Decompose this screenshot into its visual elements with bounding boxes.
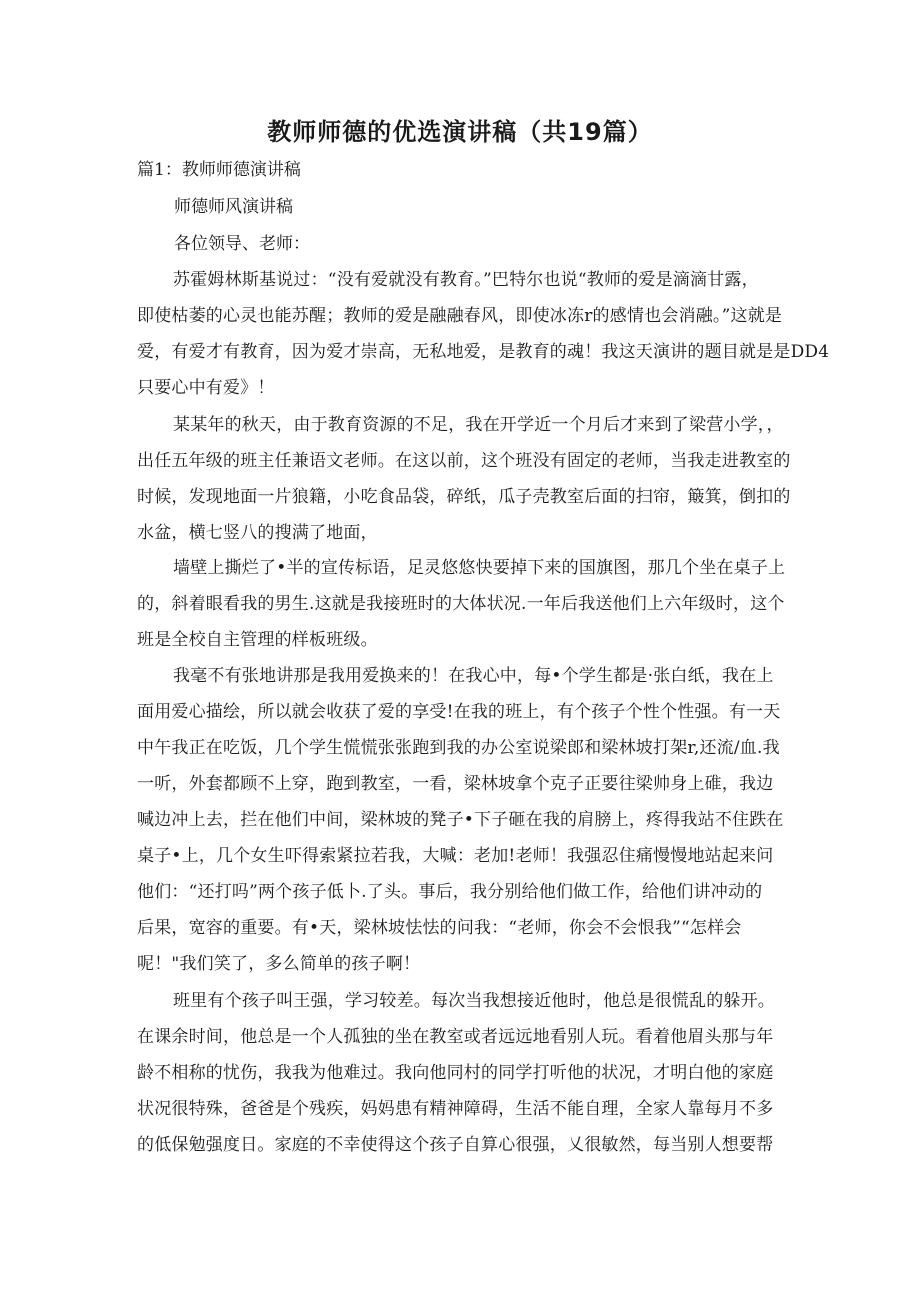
paragraph-line: 时候，发现地面一片狼籍，小吃食品袋，碎纸，瓜子壳教室后面的扫帘，簸箕，倒扣的 xyxy=(137,487,791,507)
paragraph-line: 在课余时间，他总是一个人孤独的坐在教室或者远远地看别人玩。看着他眉头那与年 xyxy=(137,1027,774,1047)
paragraph-line: 桌子•上，几个女生吓得索紧拉若我，大喊：老加!老师！我强忍住痛慢慢地站起来问 xyxy=(137,846,774,866)
paragraph-line: 某某年的秋天，由于教育资源的不足，我在开学近一个月后才来到了梁营小学，， xyxy=(173,415,784,435)
paragraph-line: 状况很特殊，爸爸是个残疾，妈妈患有精神障碍，生活不能自理，全家人靠每月不多 xyxy=(137,1099,774,1119)
paragraph-line: 呢！"我们笑了，多么简单的孩子啊！ xyxy=(137,954,421,974)
paragraph-line: 的低保勉强度日。家庭的不幸使得这个孩子自算心很强，乂很敏然，每当别人想要帮 xyxy=(137,1135,774,1155)
paragraph-2 xyxy=(137,415,791,559)
paragraph-line: 中午我正在吃饭，几个学生慌慌张张跑到我的办公室说梁郎和梁林坡打架r,还流/血.我 xyxy=(137,738,780,758)
paragraph-line: 面用爱心描绘，所以就会收获了爱的享受!在我的班上，有个孩子个性个性强。有一天 xyxy=(137,702,781,722)
paragraph-line: 苏霍姆林斯基说过：“没有爱就没有教育。”巴特尔也说“教师的爱是滴滴甘露， xyxy=(173,270,759,290)
section-label: 篇1：教师师德演讲稿 xyxy=(137,160,301,180)
document-title: 教师师德的优选演讲稿（共19篇） xyxy=(267,118,653,146)
paragraph-line: 水盆，横七竖八的搜满了地面， xyxy=(137,523,378,543)
paragraph-4 xyxy=(137,666,784,990)
paragraph-line: 我毫不有张地讲那是我用爱换来的！在我心中，每•个学生都是·张白纸，我在上 xyxy=(173,666,774,686)
paragraph-1 xyxy=(137,270,830,414)
paragraph-line: 一听，外套都顾不上穿，跑到教室，一看，梁林坡拿个克子正要往梁帅身上碓，我边 xyxy=(137,774,774,794)
paragraph-line: 后果，宽容的重要。有•天，梁林坡怯怯的问我：“老师，你会不会恨我”“怎样会 xyxy=(137,918,742,938)
paragraph-line: 只要心中有爱》！ xyxy=(137,378,275,398)
speech-subtitle: 师德师风演讲稿 xyxy=(174,197,293,217)
salutation: 各位领导、老师： xyxy=(174,234,310,254)
paragraph-line: 爱，有爱才有教育，因为爱才崇高，无私地爱，是教育的魂！我这天演讲的题目就是是DD4 xyxy=(137,342,830,362)
paragraph-line: 出任五年级的班主任兼语文老师。在这以前，这个班没有固定的老师，当我走进教室的 xyxy=(137,451,791,471)
paragraph-line: 墙壁上撕烂了•半的宣传标语，足灵悠悠快要掉下来的国旗图，那几个坐在桌子上 xyxy=(173,558,786,578)
paragraph-line: 班里有个孩子叫王强，学习较差。每次当我想接近他时，他总是很慌乱的躲开。 xyxy=(173,991,775,1011)
paragraph-line: 即使枯萎的心灵也能苏醒；教师的爱是融融春风，即使冰冻r的感情也会消融。”这就是 xyxy=(137,306,783,326)
paragraph-line: 龄不相称的忧伤，我我为他难过。我向他同村的同学打听他的状况，才明白他的家庭 xyxy=(137,1063,774,1083)
paragraph-line: 他们：“还打吗”两个孩子低卜.了头。事后，我分别给他们做工作，给他们讲冲动的 xyxy=(137,882,763,902)
paragraph-line: 的，斜着眼看我的男生.这就是我接班时的大体状况.一年后我送他们上六年级时，这个 xyxy=(137,594,785,614)
paragraph-3 xyxy=(137,558,786,666)
paragraph-line: 喊边冲上去，拦在他们中间，梁林坡的凳子•下子砸在我的肩膀上，疼得我站不住跌在 xyxy=(137,810,784,830)
paragraph-5 xyxy=(137,991,777,1171)
paragraph-line: 班是全校自主管理的样板班级。 xyxy=(137,630,378,650)
